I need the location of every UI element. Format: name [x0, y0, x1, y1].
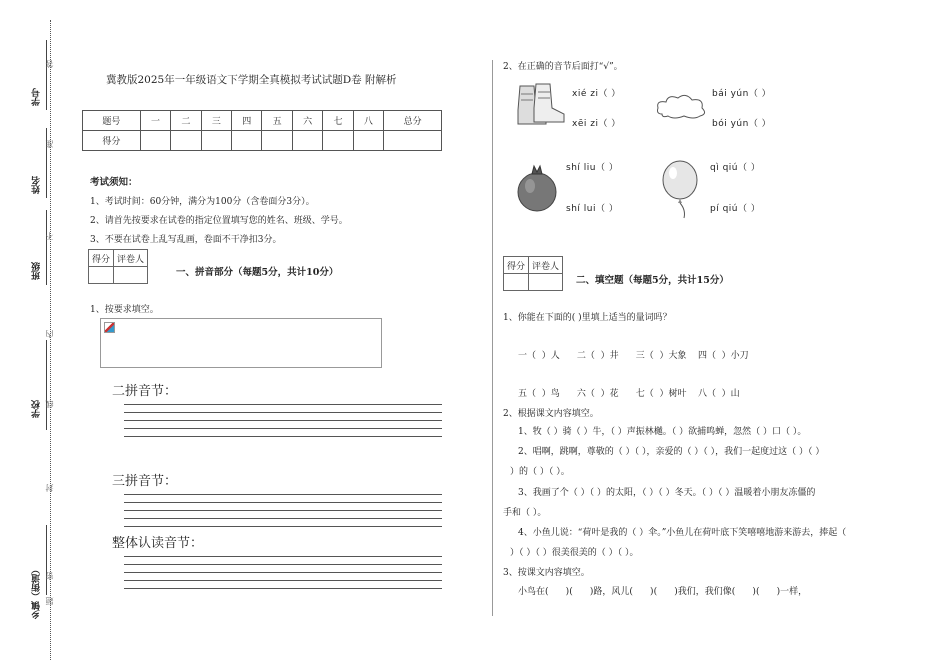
fill-line[interactable]: [46, 40, 47, 110]
notice-item: 3、不要在试卷上乱写乱画，卷面不干净扣3分。: [90, 235, 282, 245]
score-cell[interactable]: [201, 131, 231, 151]
fill-line[interactable]: [46, 525, 47, 595]
pinyin-option[interactable]: xié zi（ ）: [572, 89, 621, 99]
grader-reviewer-label: 评卷人: [529, 257, 563, 274]
cut-mark: 封: [45, 484, 54, 492]
fill-line-text[interactable]: 3、我画了个（ ）（ ）的太阳，（ ）（ ）冬天。（ ）（ ）温暖着小朋友冻僵的: [518, 488, 816, 498]
balloon-icon: [660, 160, 700, 220]
score-header-cell: 七: [323, 111, 353, 131]
cut-mark: 答: [45, 60, 54, 68]
fill-line-text[interactable]: ）的（ ）（ ）。: [510, 467, 570, 477]
fill-line-text[interactable]: 手和（ ）。: [503, 508, 547, 518]
grader-score-label: 得分: [504, 257, 529, 274]
pinyin-option[interactable]: bói yún（ ）: [712, 119, 772, 129]
score-header-cell: 二: [171, 111, 201, 131]
binding-dotted-line: [50, 20, 51, 660]
cut-mark: 内: [45, 330, 54, 338]
grader-score-label: 得分: [89, 250, 114, 267]
score-header-cell: 五: [262, 111, 292, 131]
label-student-id: 学号: [32, 88, 42, 106]
cut-mark: 准: [45, 140, 54, 148]
cut-mark: 不: [45, 232, 54, 240]
score-cell[interactable]: [140, 131, 170, 151]
score-header-cell: 六: [292, 111, 322, 131]
grader-box: [88, 249, 148, 284]
writing-lines[interactable]: [124, 549, 442, 589]
section2-q2: 2、根据课文内容填空。: [503, 409, 599, 419]
score-header-cell: 三: [201, 111, 231, 131]
fill-line-text[interactable]: 小鸟在( )( )路，风儿( )( )我们，我们像( )( )一样，: [518, 587, 808, 597]
pinyin-option[interactable]: xēi zi（ ）: [572, 119, 621, 129]
cloud-icon: [654, 90, 710, 124]
writing-lines[interactable]: [124, 397, 442, 437]
grader-score-cell[interactable]: [504, 274, 529, 291]
block-label-two-syllable: 二拼音节：: [112, 384, 178, 399]
fill-line-text[interactable]: 4、小鱼儿说：“荷叶是我的（ ）伞。”小鱼儿在荷叶底下笑嘻嘻地游来游去，捧起（: [518, 528, 847, 538]
label-class: 班级: [32, 262, 42, 280]
pinyin-option[interactable]: bái yún（ ）: [712, 89, 772, 99]
measure-word-row[interactable]: 一（ ）人 二（ ）井 三（ ）大象 四（ ）小刀: [518, 351, 749, 361]
score-cell[interactable]: [292, 131, 322, 151]
label-name: 姓名: [32, 176, 42, 194]
pomegranate-icon: [516, 162, 558, 214]
score-row-label: 得分: [83, 131, 141, 151]
grader-reviewer-label: 评卷人: [114, 250, 148, 267]
score-header-cell: 一: [140, 111, 170, 131]
cut-mark: 线: [45, 400, 54, 408]
notice-item: 1、考试时间：60分钟，满分为100分（含卷面分3分）。: [90, 197, 315, 207]
pinyin-option[interactable]: shí liu（ ）: [566, 163, 619, 173]
pinyin-option[interactable]: qì qiú（ ）: [710, 163, 761, 173]
grader-box: [503, 256, 563, 291]
score-cell[interactable]: [171, 131, 201, 151]
notice-heading: 考试须知：: [90, 177, 138, 188]
score-header-cell: 题号: [83, 111, 141, 131]
score-cell[interactable]: [384, 131, 442, 151]
cut-mark: 题: [45, 597, 54, 605]
pinyin-option[interactable]: shí lui（ ）: [566, 204, 619, 214]
score-cell[interactable]: [323, 131, 353, 151]
fill-line[interactable]: [46, 340, 47, 430]
label-school: 学校: [32, 400, 42, 418]
score-header-cell: 总分: [384, 111, 442, 131]
section2-q1: 1、你能在下面的( )里填上适当的量词吗？: [503, 313, 672, 323]
score-cell[interactable]: [262, 131, 292, 151]
page-divider: [492, 60, 493, 616]
fill-line[interactable]: [46, 210, 47, 285]
q2-text: 2、在正确的音节后面打“√”。: [503, 62, 623, 72]
pinyin-option[interactable]: pí qiú（ ）: [710, 204, 761, 214]
section1-q1: 1、按要求填空。: [90, 305, 159, 315]
fill-line[interactable]: [46, 128, 47, 198]
score-header-cell: 八: [353, 111, 383, 131]
score-table: [82, 110, 442, 151]
block-label-three-syllable: 三拼音节：: [112, 474, 178, 489]
broken-image-icon: [104, 322, 115, 333]
section1-title: 一、拼音部分（每题5分，共计10分）: [176, 267, 339, 278]
shoes-icon: [512, 80, 568, 130]
image-placeholder-box: [100, 318, 382, 368]
writing-lines[interactable]: [124, 487, 442, 527]
grader-reviewer-cell[interactable]: [529, 274, 563, 291]
notice-item: 2、请首先按要求在试卷的指定位置填写您的姓名、班级、学号。: [90, 216, 348, 226]
score-cell[interactable]: [353, 131, 383, 151]
fill-line-text[interactable]: 1、牧（ ）骑（ ）牛，（ ）声振林樾。（ ）欲捕鸣蝉，忽然（ ）口（ ）。: [518, 427, 807, 437]
label-town: 乡镇（街道）: [32, 565, 42, 619]
score-header-cell: 四: [232, 111, 262, 131]
section2-q3: 3、按课文内容填空。: [503, 568, 590, 578]
section2-title: 二、填空题（每题5分，共计15分）: [576, 275, 729, 286]
grader-score-cell[interactable]: [89, 267, 114, 284]
cut-mark: 密: [45, 572, 54, 580]
grader-reviewer-cell[interactable]: [114, 267, 148, 284]
score-cell[interactable]: [232, 131, 262, 151]
measure-word-row[interactable]: 五（ ）鸟 六（ ）花 七（ ）树叶 八（ ）山: [518, 389, 740, 399]
fill-line-text[interactable]: 2、唱啊，跳啊，尊敬的（ ）（ ），亲爱的（ ）（ ），我们一起度过这（ ）（ ）: [518, 447, 825, 457]
fill-line-text[interactable]: ）（ ）（ ）很美很美的（ ）（ ）。: [510, 548, 639, 558]
block-label-whole-syllable: 整体认读音节：: [112, 536, 204, 551]
page-title: 冀教版2025年一年级语文下学期全真模拟考试试题D卷 附解析: [106, 74, 397, 86]
